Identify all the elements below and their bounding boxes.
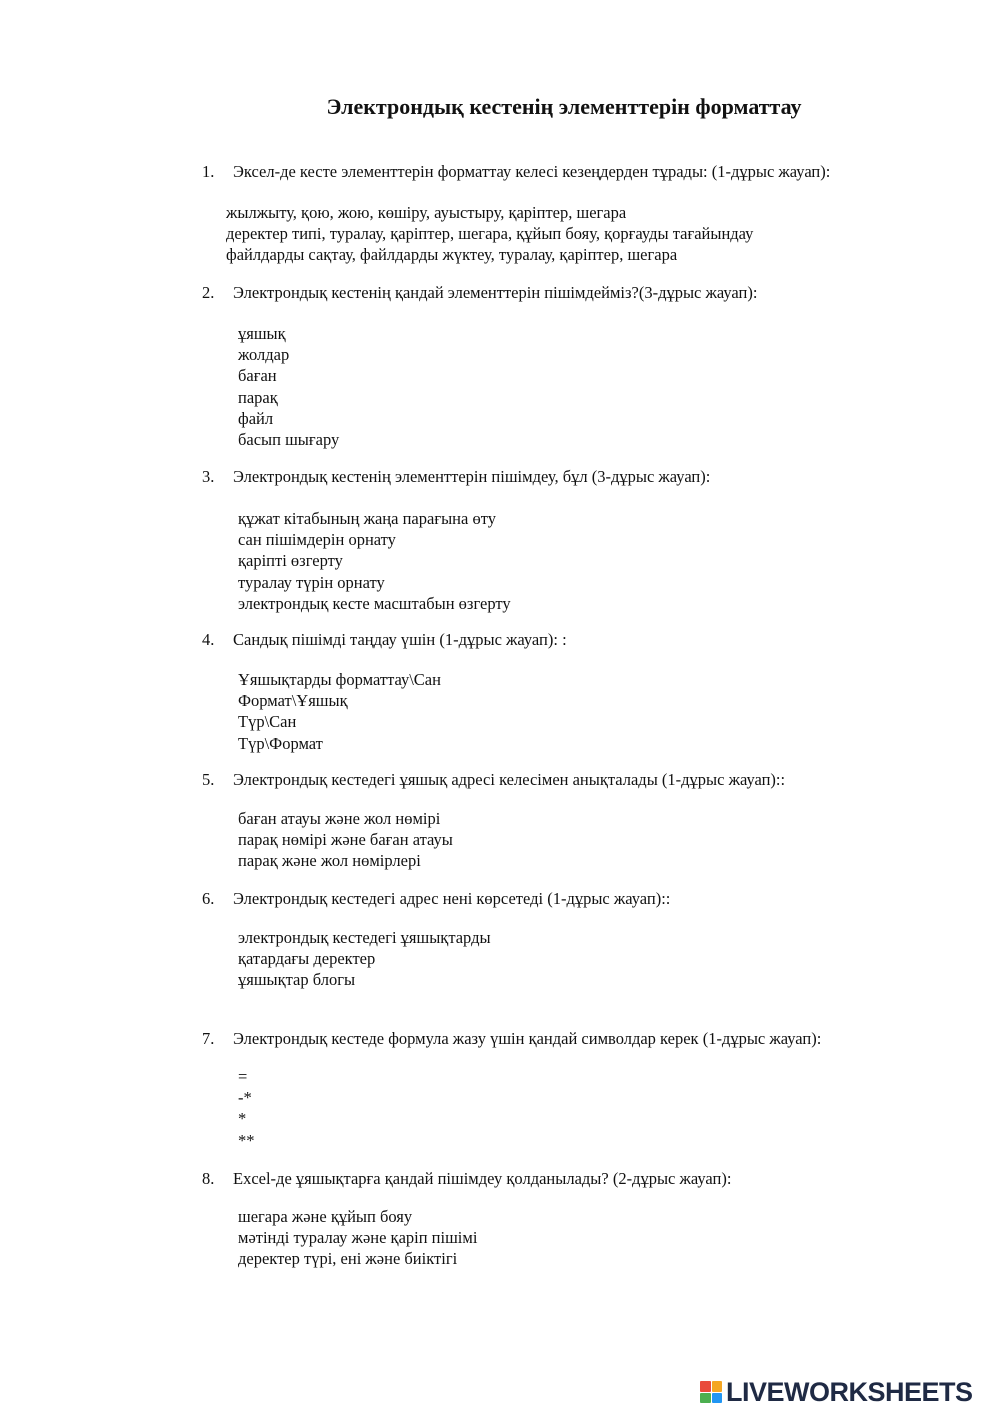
option-item[interactable]: қатардағы деректер — [238, 949, 376, 969]
option-item[interactable]: басып шығару — [238, 429, 340, 449]
question-1 — [202, 162, 830, 182]
question-text: Электрондық кестенің элементтерін пішімдеу, бұл (3-дұрыс жауап): — [233, 467, 711, 486]
logo-tile-icon — [712, 1381, 723, 1392]
question-number: 7. — [202, 1029, 215, 1048]
question-text: Электрондық кестедегі ұяшық адресі келесімен анықталады (1-дұрыс жауап):: — [233, 770, 786, 789]
option-item[interactable]: шегара және құйып бояу — [238, 1207, 413, 1226]
option-item[interactable]: Формат\Ұяшық — [238, 691, 348, 711]
options-4 — [238, 669, 441, 754]
option-item[interactable]: * — [238, 1109, 247, 1129]
logo-tile-icon — [700, 1381, 711, 1392]
option-item[interactable]: Ұяшықтарды форматтау\Сан — [238, 670, 441, 689]
option-item[interactable]: жылжыту, қою, жою, көшіру, ауыстыру, қаріптер, шегара — [226, 203, 627, 222]
question-text: Эксел-де кесте элементтерін форматтау келесі кезеңдерден тұрады: (1-дұрыс жауап): — [233, 162, 831, 181]
question-number: 5. — [202, 770, 215, 789]
option-item[interactable]: деректер типі, туралау, қаріптер, шегара, құйып бояу, қорғауды тағайындау — [226, 224, 754, 244]
option-item[interactable]: файлдарды сақтау, файлдарды жүктеу, туралау, қаріптер, шегара — [226, 245, 678, 265]
question-text: Excel-де ұяшықтарға қандай пішімдеу қолданылады? (2-дұрыс жауап): — [233, 1169, 732, 1188]
options-1 — [226, 202, 753, 266]
option-item[interactable]: жолдар — [238, 345, 290, 365]
option-item[interactable]: парақ — [238, 387, 278, 407]
question-number: 2. — [202, 283, 215, 302]
question-number: 3. — [202, 467, 215, 486]
question-2 — [202, 283, 757, 303]
question-text: Электрондық кестедегі адрес нені көрсетеді (1-дұрыс жауап):: — [233, 889, 671, 908]
option-item[interactable]: ұяшықтар блогы — [238, 970, 356, 990]
question-number: 4. — [202, 630, 215, 649]
option-item[interactable]: Түр\Сан — [238, 712, 297, 732]
options-8 — [238, 1206, 477, 1270]
option-item[interactable]: парақ және жол нөмірлері — [238, 851, 421, 871]
question-text: Электрондық кестеде формула жазу үшін қандай символдар керек (1-дұрыс жауап): — [233, 1029, 822, 1048]
question-3 — [202, 467, 710, 487]
option-item[interactable]: электрондық кесте масштабын өзгерту — [238, 593, 511, 613]
option-item[interactable]: ұяшық — [238, 324, 286, 343]
options-6 — [238, 927, 491, 991]
option-item[interactable]: деректер түрі, ені және биіктігі — [238, 1249, 458, 1269]
option-item[interactable]: мәтінді туралау және қаріп пішімі — [238, 1228, 478, 1248]
page-title: Электрондық кестенің элементтерін форматтау — [326, 94, 802, 119]
question-6 — [202, 889, 670, 909]
question-number: 6. — [202, 889, 215, 908]
liveworksheets-logo[interactable] — [700, 1376, 973, 1408]
liveworksheets-logo-icon — [700, 1381, 722, 1403]
options-5 — [238, 808, 453, 872]
question-text: Сандық пішімді таңдау үшін (1-дұрыс жауап): : — [233, 630, 567, 649]
option-item[interactable]: ** — [238, 1130, 255, 1150]
options-3 — [238, 508, 511, 614]
option-item[interactable]: құжат кітабының жаңа парағына өту — [238, 509, 496, 528]
question-8 — [202, 1169, 731, 1189]
logo-tile-icon — [700, 1393, 711, 1404]
options-7 — [238, 1066, 255, 1151]
question-text: Электрондық кестенің қандай элементтерін пішімдейміз?(3-дұрыс жауап): — [233, 283, 758, 302]
question-7 — [202, 1029, 821, 1049]
option-item[interactable]: қаріпті өзгерту — [238, 551, 343, 571]
option-item[interactable]: баған — [238, 366, 277, 386]
option-item[interactable]: Түр\Формат — [238, 733, 323, 753]
question-4 — [202, 630, 567, 650]
option-item[interactable]: парақ нөмірі және баған атауы — [238, 830, 453, 850]
question-number: 8. — [202, 1169, 215, 1188]
question-number: 1. — [202, 162, 215, 181]
option-item[interactable]: файл — [238, 408, 274, 428]
option-item[interactable]: сан пішімдерін орнату — [238, 530, 396, 550]
options-2 — [238, 323, 339, 450]
option-item[interactable]: -* — [238, 1088, 252, 1108]
logo-tile-icon — [712, 1393, 723, 1404]
logo-text: LIVEWORKSHEETS — [726, 1376, 973, 1407]
question-5 — [202, 770, 785, 790]
option-item[interactable]: туралау түрін орнату — [238, 572, 385, 592]
option-item[interactable]: электрондық кестедегі ұяшықтарды — [238, 928, 491, 947]
option-item[interactable]: баған атауы және жол нөмірі — [238, 809, 441, 828]
option-item[interactable]: = — [238, 1067, 248, 1086]
